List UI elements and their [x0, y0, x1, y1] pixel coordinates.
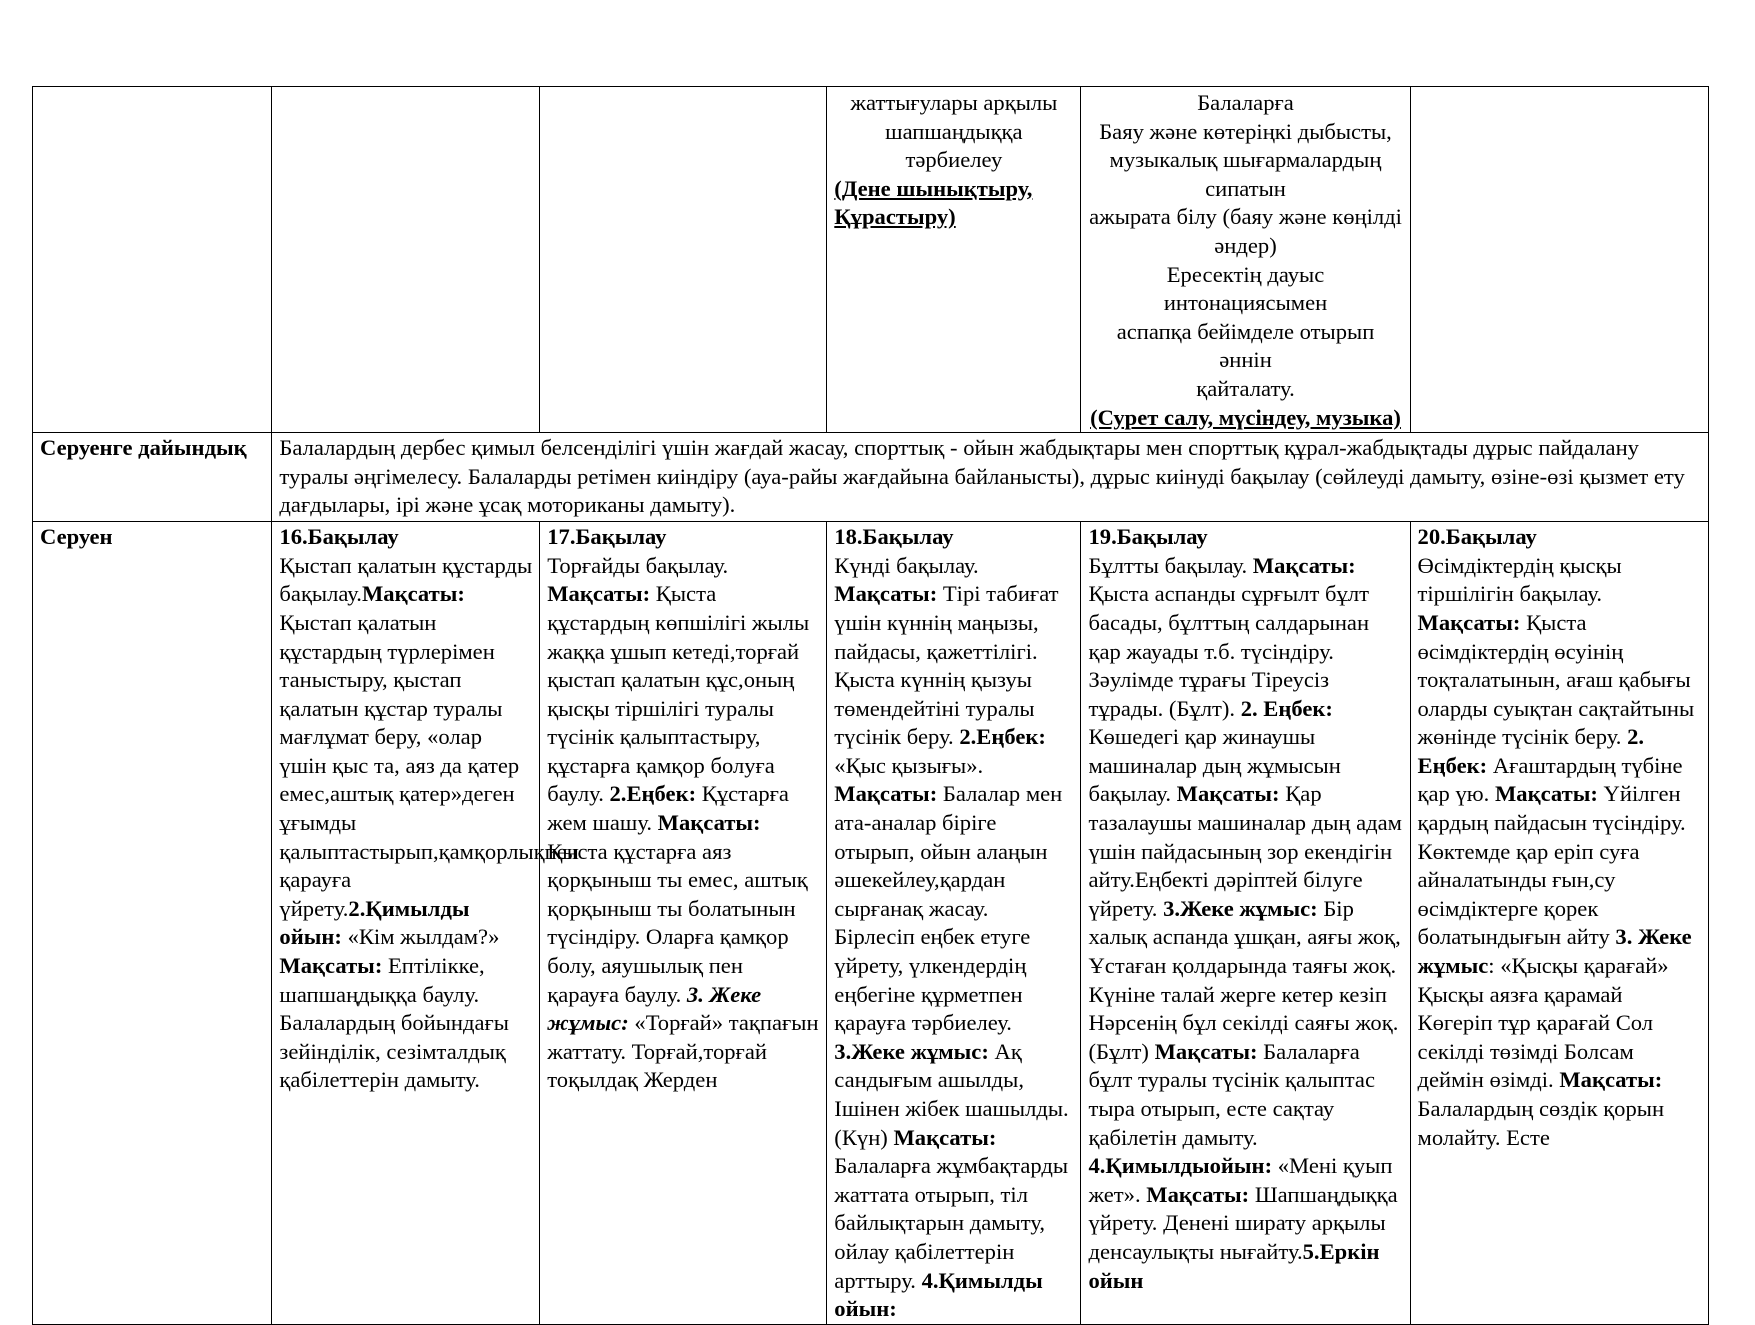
walk-heading: 2. Еңбек: — [1417, 724, 1645, 778]
walk-heading: 2.Еңбек: — [603, 781, 697, 807]
row-label-walk: Серуен — [33, 522, 272, 1325]
activity-line: ажырата білу (баяу және көңілді әндер) — [1089, 204, 1402, 258]
walk-heading: Мақсаты: — [1553, 1067, 1663, 1093]
activity-subject: (Дене шынықтыру, Құрастыру) — [834, 175, 1033, 230]
walk-text: Балалардың сөздік қорын молайту. Есте — [1417, 1096, 1665, 1150]
walk-text: Көшедегі қар жинаушы машиналар дың жұмысын бақылау. — [1088, 724, 1341, 807]
walk-heading: Мақсаты: — [279, 953, 383, 979]
walk-heading: Мақсаты: — [652, 810, 761, 836]
walk-text: Торғайды бақылау. — [547, 552, 729, 578]
empty-cell — [33, 87, 272, 433]
walk-day-cell — [272, 522, 579, 1325]
walk-heading: 17.Бақылау — [547, 524, 667, 550]
walk-heading: 3.Жеке жұмыс: — [834, 1038, 989, 1064]
walk-text: Бұлтты бақылау. — [1088, 552, 1248, 578]
walk-text: Құстарға жем шашу. — [547, 781, 789, 836]
walk-text: «Торғай» тақпағын жаттату. Торғай,торғай тоқылдақ Жерден — [547, 1010, 819, 1093]
activity-subject: (Сурет салу, мүсіндеу, музыка) — [1090, 404, 1401, 430]
walk-prep-text: Балалардың дербес қимыл белсенділігі үшін жағдай жасау, спорттық - ойын жабдықтары мен спорттық құрал-жабдықтады дұрыс пайдалану туралы әңгімелесу. Балаларды ретімен киіндіру (ауа-райы жағдайына байланысты), дұрыс киінуді бақылау (сөйлеуді дамыту, өзіне-өзі қызмет ету дағдылары, ірі және ұсақ моториканы дамыту). — [272, 433, 1709, 522]
walk-text: Тірі табиғат үшін күннің маңызы, пайдасы, қажеттілігі. Қыста күннің қызуы төмендейтіні туралы түсінік беру. — [834, 581, 1059, 750]
row-label-walk-prep: Серуенге дайындық — [33, 433, 272, 522]
walk-text: Балалар мен ата-аналар біріге отырып, ойын алаңын әшекейлеу,қардан сырғанақ жасау. Бірлесіп еңбек етуге үйрету, үлкендердің еңбегіне құрметпен қарауға тәрбиелеу. — [834, 781, 1063, 1036]
walk-heading: 3.Жеке жұмыс: — [1157, 895, 1318, 921]
walk-heading: Мақсаты: — [834, 581, 938, 607]
walk-heading: Мақсаты: — [834, 781, 938, 807]
walk-heading: 5.Еркін ойын — [1088, 1238, 1380, 1293]
activity-line: Ересектің дауыс интонациясымен — [1163, 261, 1328, 316]
walk-heading: 4.Қимылды ойын: — [834, 1267, 1043, 1322]
walk-heading: Мақсаты: — [1171, 781, 1280, 807]
walk-heading: 19.Бақылау — [1088, 524, 1208, 550]
walk-text: Қыста аспанды сұрғылт бұлт басады, бұлттың салдарынан қар жауады т.б. түсіндіру. Зәулімде тұрағы Тіреусіз тұрады. (Бұлт). — [1088, 581, 1370, 721]
walk-text: Қыста құстардың көпшілігі жылы жаққа ұшып кетеді,торғай қыстап қалатын құс,оның қысқы тіршілігі туралы түсінік қалыптастыру, құстарға қамқор болуға баулу. — [547, 581, 810, 807]
walk-heading: Мақсаты: — [1417, 609, 1521, 635]
walk-heading: 2.Еңбек: — [953, 724, 1046, 750]
walk-heading: 18.Бақылау — [834, 524, 954, 550]
walk-text: Қар тазалаушы машиналар дың адам үшін пайдасының зор екендігін айту.Еңбекті дәріптей білуге үйрету. — [1088, 781, 1402, 921]
walk-heading: 3. Жеке жұмыс — [1417, 924, 1692, 979]
walk-heading: 3. Жеке жұмыс: — [547, 981, 762, 1036]
activity-line: музыкалық шығармалардың сипатын — [1109, 147, 1382, 201]
walk-heading: 2.Қимылды ойын: — [279, 895, 470, 950]
walk-text: «Қыс қызығы». — [834, 752, 984, 778]
activity-line: Баяу және көтеріңкі дыбысты, — [1099, 118, 1392, 144]
activity-line: қайталату. — [1196, 375, 1295, 401]
walk-heading: 4.Қимылдыойын: — [1088, 1153, 1273, 1179]
walk-text: Балаларға бұлт туралы түсінік қалыптас тыра отырып, есте сақтау қабілетін дамыту. — [1088, 1038, 1375, 1150]
empty-cell — [1410, 87, 1708, 433]
walk-text: Бір халық аспанда ұшқан, аяғы жоқ, Ұстаған қолдарында таяғы жоқ. Күніне талай жерге кетер кезіп Нәрсенің бұл секілді саяғы жоқ. (Бұлт) — [1088, 895, 1401, 1064]
empty-cell — [272, 87, 540, 433]
walk-text: Балаларға жұмбақтарды жаттата отырып, тіл байлықтарын дамыту, ойлау қабілеттерін арттыру. — [834, 1153, 1069, 1293]
walk-text: «Мені қуып жет». — [1088, 1153, 1393, 1207]
walk-text: : «Қысқы қарағай» Қысқы аязға қарамай Көгеріп тұр қарағай Сол секілді төзімді Болсам деймін өзімді. — [1417, 953, 1669, 1093]
walk-text: Шапшаңдыққа үйрету. Денені ширату арқылы денсаулықты нығайту. — [1088, 1181, 1398, 1264]
walk-heading: Мақсаты: — [1489, 781, 1598, 807]
walk-day-cell — [1410, 522, 1708, 1325]
walk-text: Қыста өсімдіктердің өсуінің тоқталатынын, ағаш қабығы оларды суықтан сақтайтыны жөнінде түсінік беру. — [1417, 609, 1695, 750]
walk-row — [33, 522, 1709, 1325]
activity-cell-friday — [1081, 87, 1410, 433]
walk-day-cell — [827, 522, 1081, 1325]
activity-lines — [1088, 89, 1402, 404]
walk-prep-row — [33, 433, 1709, 522]
walk-heading: 2. Еңбек: — [1240, 695, 1333, 721]
plan-table-container — [32, 86, 1709, 1325]
walk-heading: Мақсаты: — [1148, 1038, 1258, 1064]
walk-text: Қыстап қалатын құстарды бақылау. — [279, 552, 533, 607]
walk-text: Ептілікке, шапшаңдыққа баулу. Балалардың бойындағы зейінділік, сезімталдық қабілеттерін дамыту. — [279, 953, 509, 1093]
activity-text: жаттығулары арқылы шапшаңдыққа тәрбиелеу — [850, 90, 1058, 173]
walk-text: Қыста құстарға аяз қорқыныш ты емес, аштық қорқыныш ты болатынын түсіндіру. Оларға қамқор болу, аяушылық пен қарауға баулу. — [547, 838, 808, 1007]
walk-day-cell — [1081, 522, 1410, 1325]
walk-text: Қыстап қалатын құстардың түрлерімен таныстыру, қыстап қалатын құстар туралы мағлұмат беру, «олар үшін қыс та, аяз да қатер емес,аштық қатер»деген ұғымды қалыптастырып,қамқорлықпен қарауға үйрету. — [279, 609, 579, 921]
walk-text: Ақ сандығым ашылды, Ішінен жібек шашылды. (Күн) — [834, 1038, 1069, 1150]
continuation-row — [33, 87, 1709, 433]
walk-heading: Мақсаты: — [1247, 552, 1356, 578]
walk-heading: Мақсаты: — [1140, 1181, 1250, 1207]
walk-text: Үйілген қардың пайдасын түсіндіру. Көктемде қар еріп суға айналатынды ғын,су өсімдіктерге қорек болатындығын айту — [1417, 781, 1686, 950]
walk-text: Күнді бақылау. — [834, 552, 979, 578]
walk-text: Өсімдіктердің қысқы тіршілігін бақылау. — [1417, 552, 1622, 607]
walk-text: Ағаштардың түбіне қар үю. — [1417, 752, 1683, 807]
activity-line: Балаларға — [1197, 90, 1294, 115]
weekly-plan-table — [32, 86, 1709, 1325]
walk-heading: 20.Бақылау — [1417, 524, 1537, 550]
walk-heading: Мақсаты: — [361, 581, 465, 607]
walk-heading: Мақсаты: — [887, 1124, 997, 1150]
empty-cell — [540, 87, 827, 433]
walk-heading: 16.Бақылау — [279, 524, 399, 550]
activity-line: аспапқа бейімделе отырып әннін — [1116, 318, 1375, 373]
walk-day-cell — [540, 522, 827, 1325]
walk-text: «Кім жылдам?» — [341, 924, 500, 950]
activity-cell-thursday — [827, 87, 1081, 433]
walk-heading: Мақсаты: — [547, 581, 651, 607]
